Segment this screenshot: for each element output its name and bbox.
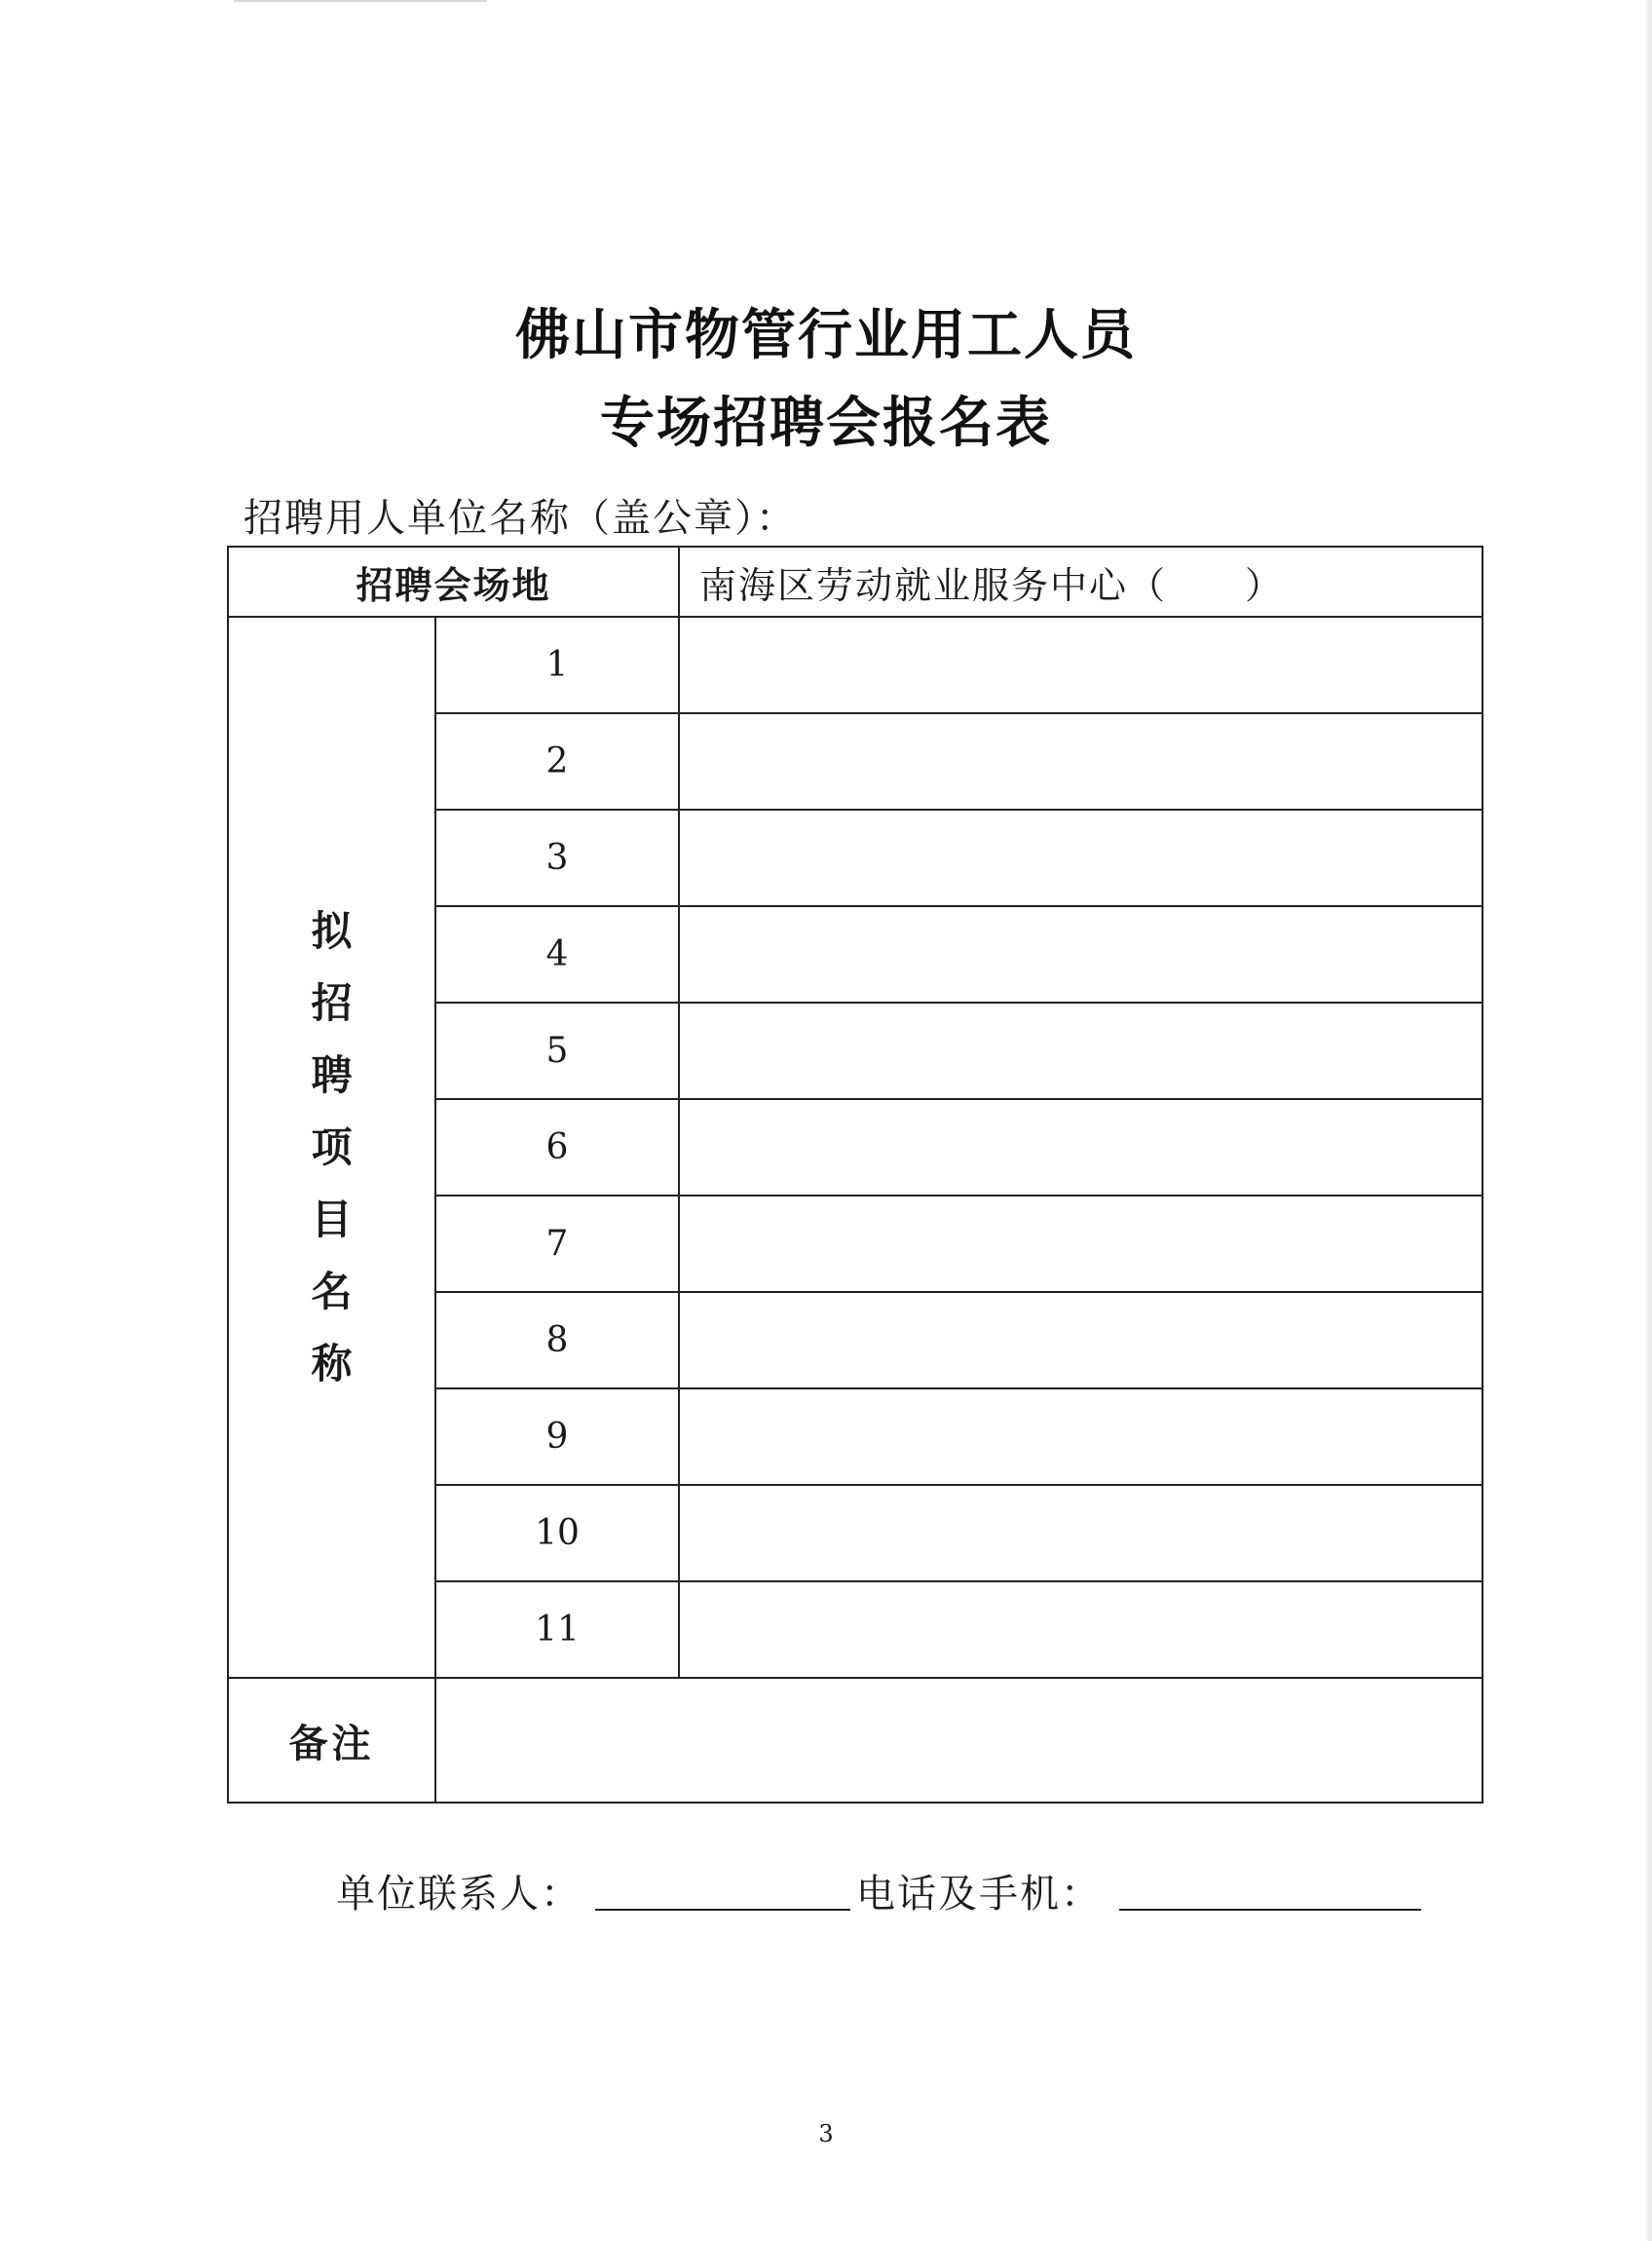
- project-name-label-text: [308, 895, 357, 1400]
- project-name-field[interactable]: [679, 810, 1483, 906]
- project-name-field[interactable]: [679, 617, 1483, 713]
- venue-label: 招聘会场地: [228, 547, 679, 617]
- row-number: 11: [435, 1581, 679, 1678]
- project-label-char: 聘: [311, 1050, 353, 1099]
- project-label-char: 目: [311, 1195, 353, 1243]
- row-number: 6: [435, 1099, 679, 1196]
- remark-field[interactable]: [435, 1678, 1483, 1803]
- row-number: 3: [435, 810, 679, 906]
- row-number: 7: [435, 1196, 679, 1292]
- row-number: 1: [435, 617, 679, 713]
- project-name-field[interactable]: [679, 1003, 1483, 1099]
- project-name-label: [228, 617, 435, 1678]
- venue-value: 南海区劳动就业服务中心（ ）: [679, 547, 1483, 617]
- project-label-char: 称: [311, 1339, 353, 1387]
- project-name-field[interactable]: [679, 1099, 1483, 1196]
- remark-label: 备注: [228, 1678, 435, 1803]
- project-name-field[interactable]: [679, 1196, 1483, 1292]
- contact-person-label: 单位联系人：: [336, 1872, 582, 1917]
- row-number: 10: [435, 1485, 679, 1581]
- phone-blank[interactable]: [1119, 1874, 1421, 1911]
- row-number: 9: [435, 1388, 679, 1485]
- remark-row: [228, 1678, 1483, 1803]
- document-title-line-1: 佛山市物管行业用工人员: [515, 304, 1137, 367]
- project-name-field[interactable]: [679, 1581, 1483, 1678]
- project-name-field[interactable]: [679, 1292, 1483, 1388]
- page-number: 3: [818, 2120, 834, 2147]
- project-name-field[interactable]: [679, 1485, 1483, 1581]
- project-row: [228, 617, 1483, 713]
- scan-mark: [234, 0, 487, 2]
- project-name-field[interactable]: [679, 713, 1483, 810]
- document-title-line-2: 专场招聘会报名表: [600, 392, 1052, 455]
- project-name-field[interactable]: [679, 1388, 1483, 1485]
- row-number: 2: [435, 713, 679, 810]
- row-number: 4: [435, 906, 679, 1003]
- project-label-char: 拟: [311, 906, 353, 955]
- phone-label: 电话及手机：: [856, 1872, 1102, 1917]
- venue-row: [228, 547, 1483, 617]
- project-label-char: 项: [311, 1122, 353, 1171]
- project-label-char: 名: [311, 1267, 353, 1315]
- row-number: 5: [435, 1003, 679, 1099]
- contact-line: [336, 1863, 1427, 1918]
- row-number: 8: [435, 1292, 679, 1388]
- contact-person-blank[interactable]: [595, 1874, 850, 1911]
- project-label-char: 招: [311, 978, 353, 1027]
- employer-name-label: 招聘用人单位名称（盖公章）：: [244, 496, 797, 541]
- registration-table: [227, 546, 1483, 1804]
- project-name-field[interactable]: [679, 906, 1483, 1003]
